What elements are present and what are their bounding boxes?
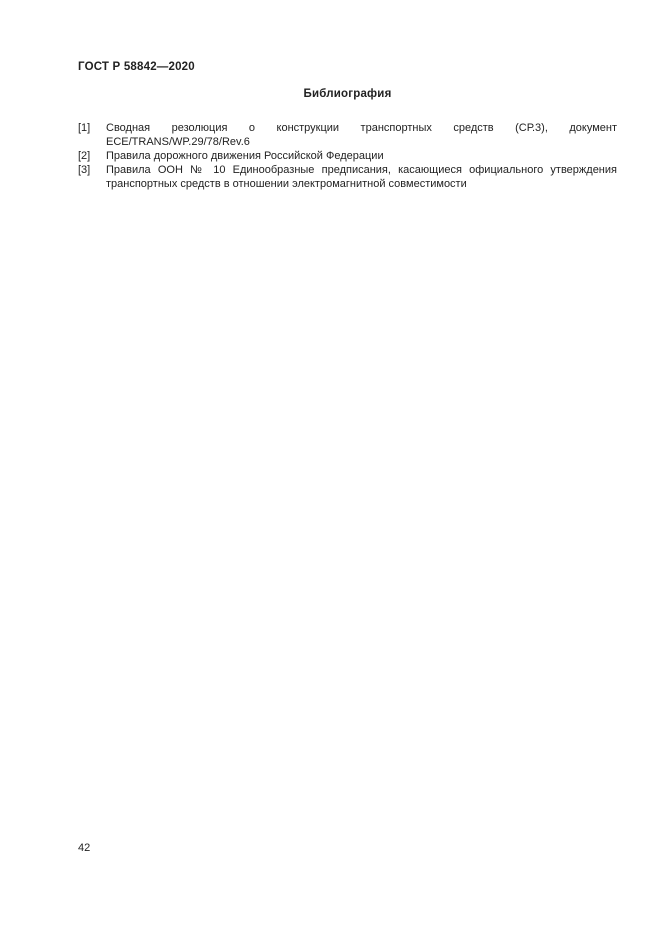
bibliography-entry-text: Правила дорожного движения Российской Федерации (106, 150, 384, 162)
bibliography-entry (78, 163, 617, 191)
bibliography-entry (78, 149, 617, 163)
bibliography-list (78, 121, 617, 191)
bibliography-title: Библиография (303, 88, 392, 100)
bibliography-entry-label: [1] (78, 122, 91, 134)
bibliography-entry-label: [3] (78, 164, 91, 176)
bibliography-entry-text: Сводная резолюция о конструкции транспортных средств (СР.3), документ ECE/TRANS/WP.29/78/Rev.6 (106, 122, 617, 148)
bibliography-entry-text: Правила ООН № 10 Единообразные предписания, касающиеся официального утверждения транспортных средств в отношении электромагнитной совместимости (106, 164, 617, 190)
page-number: 42 (78, 842, 91, 854)
bibliography-entry-label: [2] (78, 150, 91, 162)
document-standard-number: ГОСТ Р 58842—2020 (78, 61, 195, 73)
bibliography-entry (78, 121, 617, 149)
